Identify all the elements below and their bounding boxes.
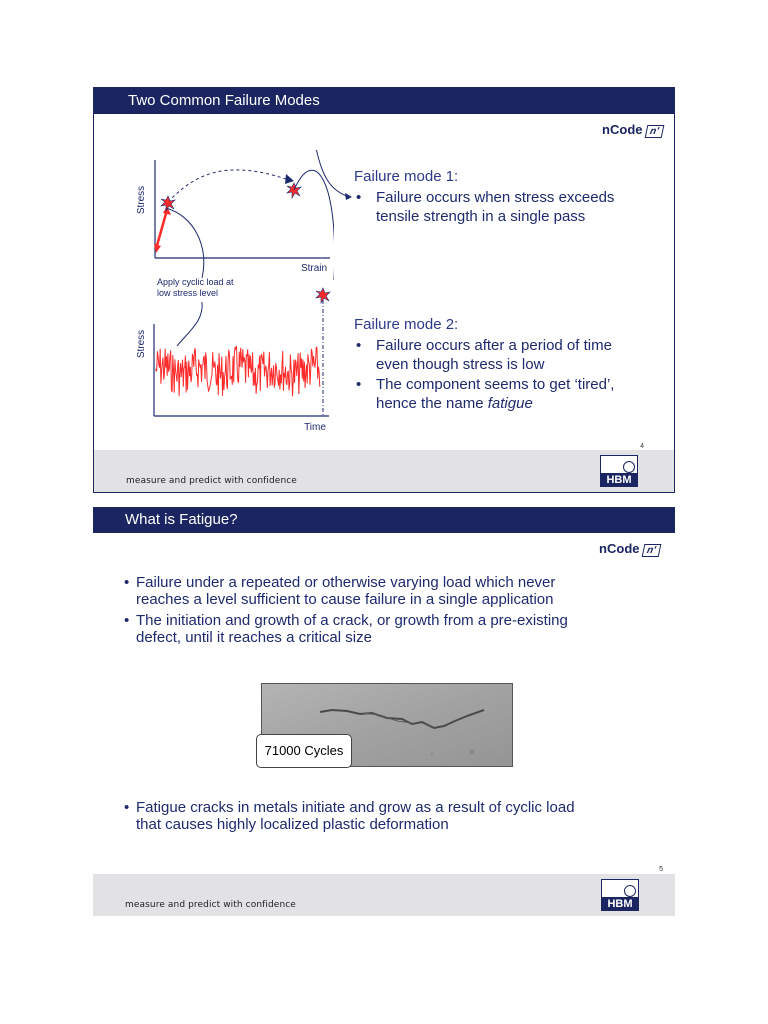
footer-tagline: measure and predict with confidence — [125, 900, 296, 910]
slide-failure-modes — [93, 87, 675, 493]
cycles-label: 71000 Cycles — [256, 734, 352, 768]
list-item: • Fatigue cracks in metals initiate and grow as a result of cyclic load that causes highly localized plastic deformation — [123, 799, 663, 833]
slide-footer — [94, 450, 674, 492]
x-axis-label: Strain — [300, 263, 328, 274]
list-item: • The component seems to get ‘tired’, hence the name fatigue — [354, 375, 664, 413]
list-item: • The initiation and growth of a crack, or growth from a pre-existing defect, until it reaches a critical size — [123, 612, 663, 646]
curve-arrow-icon — [285, 174, 294, 184]
footer-tagline: measure and predict with confidence — [126, 476, 297, 486]
list-item: • Failure occurs after a period of time even though stress is low — [354, 336, 664, 374]
x-axis-label: Time — [304, 422, 326, 433]
slide-title: What is Fatigue? — [93, 507, 675, 533]
cyclic-load-signal — [156, 346, 320, 396]
list-item: • Failure under a repeated or otherwise varying load which never reaches a level sufficient to cause failure in a single application — [123, 574, 663, 608]
fracture-burst-icon — [287, 183, 301, 198]
failure-mode-1-list — [354, 188, 664, 227]
callout-connector — [314, 150, 354, 210]
failure-mode-1-title: Failure mode 1: — [354, 168, 459, 185]
stress-curve — [168, 170, 289, 202]
signal-trace — [156, 346, 320, 396]
page-number: 4 — [640, 443, 644, 450]
failure-mode-2-title: Failure mode 2: — [354, 316, 459, 333]
hbm-logo: HBM — [601, 879, 639, 911]
page-number: 5 — [659, 866, 663, 873]
fatigue-crack-list — [123, 799, 663, 837]
y-axis-label: Stress — [136, 185, 147, 215]
stress-time-diagram — [134, 286, 344, 436]
ncode-logo: nCode n' — [602, 122, 662, 138]
ncode-mark-icon: n' — [644, 125, 663, 138]
slide-footer — [93, 874, 675, 916]
y-axis-label: Stress — [136, 329, 147, 359]
fatigue-definition-list — [123, 574, 663, 650]
annotation-text: Apply cyclic load at low stress level — [157, 277, 234, 298]
slide-title: Two Common Failure Modes — [94, 88, 674, 114]
list-item: • Failure occurs when stress exceeds tensile strength in a single pass — [354, 188, 664, 226]
hbm-logo: HBM — [600, 455, 638, 487]
ncode-mark-icon: n' — [641, 544, 660, 557]
slide-what-is-fatigue — [93, 507, 675, 916]
ncode-logo: nCode n' — [599, 541, 659, 557]
failure-mode-2-list — [354, 336, 664, 414]
